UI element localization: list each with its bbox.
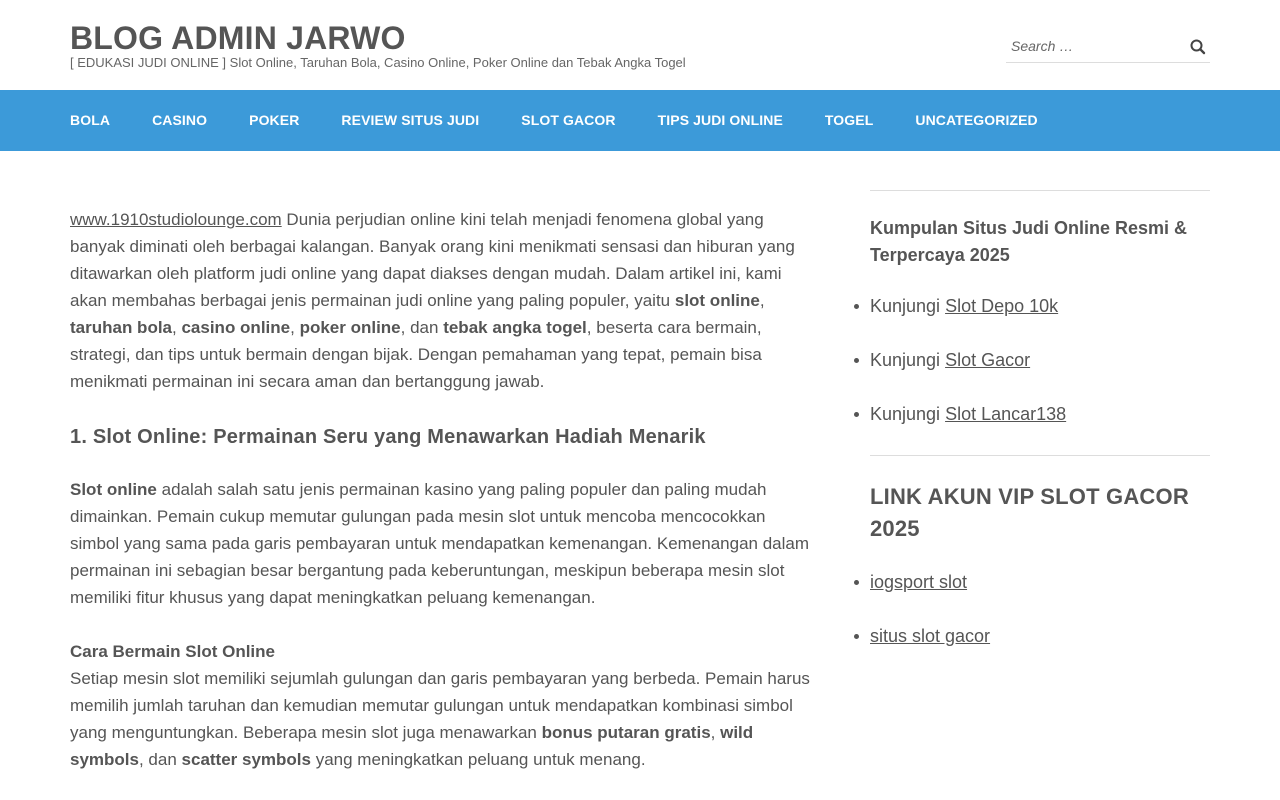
widget-title: LINK AKUN VIP SLOT GACOR 2025 bbox=[870, 484, 1189, 541]
nav-link-bola[interactable]: BOLA bbox=[70, 111, 111, 128]
widget-title: Kumpulan Situs Judi Online Resmi & Terpercaya 2025 bbox=[870, 218, 1188, 265]
intro-keyword-tebak-angka-togel: tebak angka togel bbox=[443, 318, 587, 337]
intro-separator: , bbox=[290, 318, 300, 337]
intro-separator: , dan bbox=[400, 318, 444, 337]
intro-keyword-slot-online: slot online bbox=[674, 291, 760, 310]
nav-link-togel[interactable]: TOGEL bbox=[824, 111, 874, 128]
subsection-keyword-scatter: scatter symbols bbox=[181, 750, 311, 769]
article-content bbox=[70, 206, 816, 800]
link-slot-lancar138[interactable]: Slot Lancar138 bbox=[945, 404, 1067, 424]
link-situs-slot-gacor[interactable]: situs slot gacor bbox=[870, 626, 991, 646]
widget-list bbox=[870, 293, 1210, 428]
list-item bbox=[870, 569, 1210, 596]
bullet-icon bbox=[854, 634, 859, 639]
nav-item-bola bbox=[70, 112, 110, 130]
nav-link-uncategorized[interactable]: UNCATEGORIZED bbox=[915, 111, 1038, 128]
list-item-prefix: Kunjungi bbox=[870, 296, 946, 316]
section-heading-slot-online: 1. Slot Online: Permainan Seru yang Menawarkan Hadiah Menarik bbox=[70, 426, 706, 448]
section-paragraph-slot-online bbox=[70, 476, 816, 611]
intro-separator: , bbox=[172, 318, 182, 337]
main-navigation bbox=[0, 90, 1280, 151]
search-icon bbox=[1188, 37, 1208, 57]
link-iogsport-slot[interactable]: iogsport slot bbox=[870, 572, 968, 592]
search-form bbox=[1006, 31, 1210, 63]
bullet-icon bbox=[854, 358, 859, 363]
nav-link-slot-gacor[interactable]: SLOT GACOR bbox=[521, 111, 616, 128]
subheading-cara-bermain: Cara Bermain Slot Online bbox=[70, 642, 275, 661]
list-item bbox=[870, 293, 1210, 320]
search-button[interactable] bbox=[1188, 37, 1208, 57]
link-slot-depo-10k[interactable]: Slot Depo 10k bbox=[945, 296, 1059, 316]
nav-item-togel bbox=[825, 112, 873, 130]
list-item bbox=[870, 401, 1210, 428]
widget-link-akun-vip bbox=[870, 455, 1210, 650]
section-keyword: Slot online bbox=[70, 480, 157, 499]
nav-link-poker[interactable]: POKER bbox=[249, 111, 300, 128]
bullet-icon bbox=[854, 304, 859, 309]
intro-keyword-poker-online: poker online bbox=[299, 318, 401, 337]
list-item bbox=[870, 347, 1210, 374]
subsection-separator: , dan bbox=[138, 750, 182, 769]
nav-link-casino[interactable]: CASINO bbox=[152, 111, 208, 128]
subsection-keyword-wild: wild symbols bbox=[70, 723, 754, 769]
list-item-prefix: Kunjungi bbox=[870, 350, 946, 370]
subsection-separator: , bbox=[710, 723, 721, 742]
intro-site-link[interactable]: www.1910studiolounge.com bbox=[70, 210, 282, 229]
intro-text-end: , beserta cara bermain, strategi, dan tips untuk bermain dengan bijak. Dengan pemahaman yang tepat, pemain bisa menikmati permainan ini secara aman dan bertanggung jawab. bbox=[70, 318, 762, 391]
nav-menu bbox=[0, 90, 1280, 151]
widget-situs-judi bbox=[870, 190, 1210, 428]
subsection-keyword-bonus: bonus putaran gratis bbox=[541, 723, 711, 742]
bullet-icon bbox=[854, 580, 859, 585]
nav-link-review-situs-judi[interactable]: REVIEW SITUS JUDI bbox=[341, 111, 480, 128]
intro-keyword-taruhan-bola: taruhan bola bbox=[70, 318, 173, 337]
intro-separator: , bbox=[759, 291, 765, 310]
nav-link-tips-judi-online[interactable]: TIPS JUDI ONLINE bbox=[657, 111, 783, 128]
list-item bbox=[870, 623, 1210, 650]
widget-list bbox=[870, 569, 1210, 650]
nav-item-casino bbox=[152, 112, 207, 130]
nav-item-poker bbox=[249, 112, 299, 130]
search-input[interactable] bbox=[1006, 31, 1176, 61]
sidebar bbox=[870, 190, 1210, 677]
nav-item-tips-judi-online bbox=[658, 112, 783, 130]
intro-paragraph bbox=[70, 206, 816, 395]
subsection-paragraph bbox=[70, 665, 816, 773]
intro-text: Dunia perjudian online kini telah menjadi fenomena global yang banyak diminati oleh berbagai kalangan. Banyak orang kini menikmati sensasi dan hiburan yang ditawarkan oleh platform judi online yang dapat diakses dengan mudah. Dalam artikel ini, kami akan membahas berbagai jenis permainan judi online yang paling populer, yaitu bbox=[70, 210, 795, 310]
nav-item-uncategorized bbox=[915, 112, 1037, 130]
subsection-text-end: yang meningkatkan peluang untuk menang. bbox=[310, 750, 646, 769]
site-title[interactable]: BLOG ADMIN JARWO bbox=[70, 20, 406, 56]
section-text: adalah salah satu jenis permainan kasino yang paling populer dan paling mudah dimainkan. Pemain cukup memutar gulungan pada mesin slot untuk mencoba mencocokkan simbol yang sama pada garis pembayaran untuk mendapatkan kemenangan. Kemenangan dalam permainan ini sebagian besar bergantung pada keberuntungan, meskipun beberapa mesin slot memiliki fitur khusus yang dapat meningkatkan peluang kemenangan. bbox=[70, 480, 810, 607]
bullet-icon bbox=[854, 412, 859, 417]
site-description: [ EDUKASI JUDI ONLINE ] Slot Online, Taruhan Bola, Casino Online, Poker Online dan Tebak Angka Togel bbox=[70, 55, 686, 70]
link-slot-gacor[interactable]: Slot Gacor bbox=[945, 350, 1031, 370]
nav-item-review-situs-judi bbox=[341, 112, 479, 130]
nav-item-slot-gacor bbox=[521, 112, 615, 130]
list-item-prefix: Kunjungi bbox=[870, 404, 946, 424]
site-header bbox=[0, 0, 1280, 90]
intro-keyword-casino-online: casino online bbox=[181, 318, 291, 337]
subsection-text: Setiap mesin slot memiliki sejumlah gulungan dan garis pembayaran yang berbeda. Pemain harus memilih jumlah taruhan dan kemudian memutar gulungan untuk mendapatkan kombinasi simbol yang menguntungkan. Beberapa mesin slot juga menawarkan bbox=[70, 669, 810, 742]
